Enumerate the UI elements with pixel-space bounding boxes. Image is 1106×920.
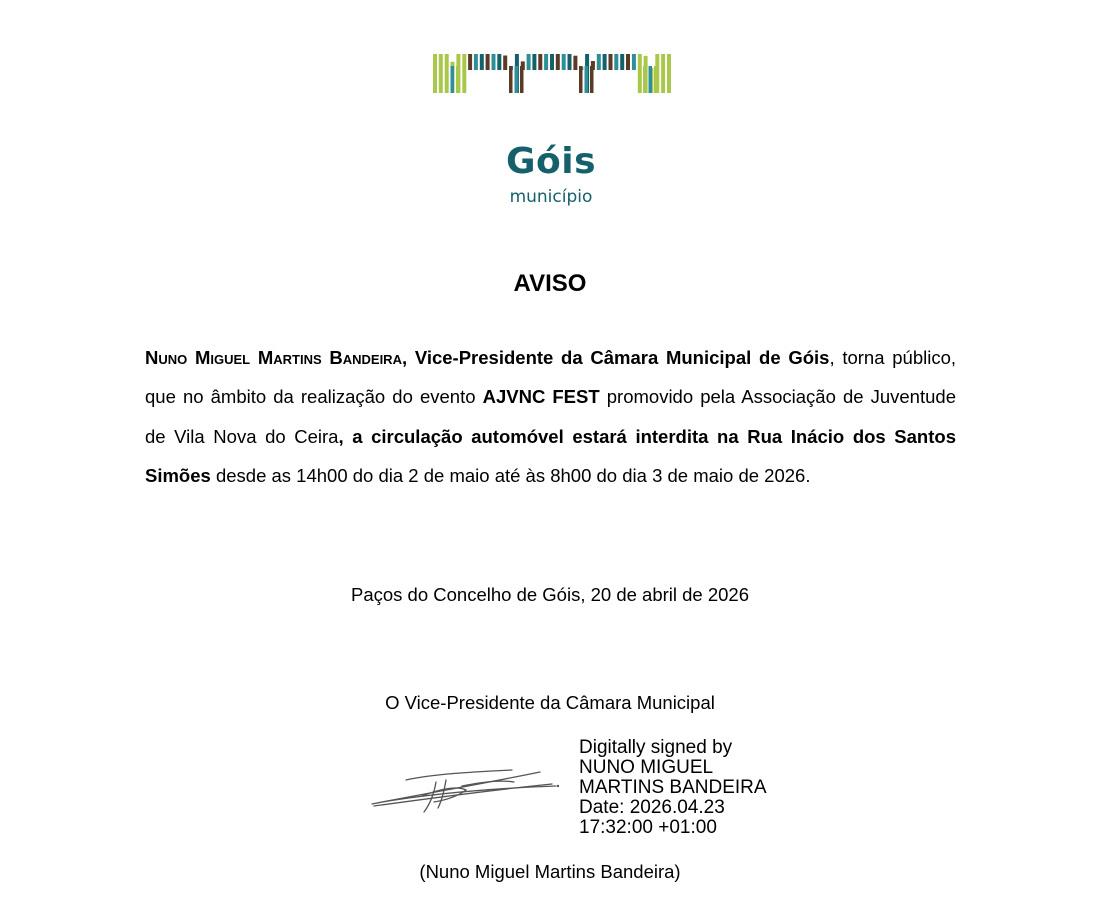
body-text-3: desde as 14h00 do dia 2 de maio até às 8h00 do dia 3 de maio de 2026. [210, 464, 811, 486]
signer-name: Nuno Miguel Martins Bandeira [145, 347, 402, 368]
logo-subtitle: município [509, 187, 593, 207]
body-text-1: , torna público, que no âmbito da realização do evento [145, 347, 957, 408]
gois-municipality-logo [430, 40, 672, 207]
bridge-arches-icon [430, 40, 672, 100]
handwritten-signature [362, 762, 572, 822]
digital-signature-line: MARTINS BANDEIRA [579, 777, 767, 798]
traffic-restriction: , a circulação automóvel estará interdita na Rua Inácio dos Santos Simões [145, 425, 956, 486]
notice-body [145, 338, 956, 495]
logo-name: Góis [505, 141, 597, 182]
digital-signature-time: 17:32:00 +01:00 [579, 817, 717, 838]
place-and-date: Paços do Concelho de Góis, 20 de abril de 2026 [350, 584, 750, 605]
signer-name-parenthetical: (Nuno Miguel Martins Bandeira) [419, 861, 681, 882]
digital-signature-date: Date: 2026.04.23 [579, 797, 725, 818]
digital-signature-block [579, 738, 767, 838]
event-name: AJVNC FEST [482, 386, 600, 408]
signer-role: , Vice-Presidente da Câmara Municipal de Góis [401, 347, 830, 368]
signer-role-line: O Vice-Presidente da Câmara Municipal [385, 692, 715, 713]
digital-signature-line: NUNO MIGUEL [579, 757, 714, 778]
body-text-2: promovido pela Associação de Juventude de Vila Nova do Ceira [145, 386, 956, 447]
digital-signature-line: Digitally signed by [579, 737, 733, 758]
notice-title: AVISO [513, 270, 587, 297]
